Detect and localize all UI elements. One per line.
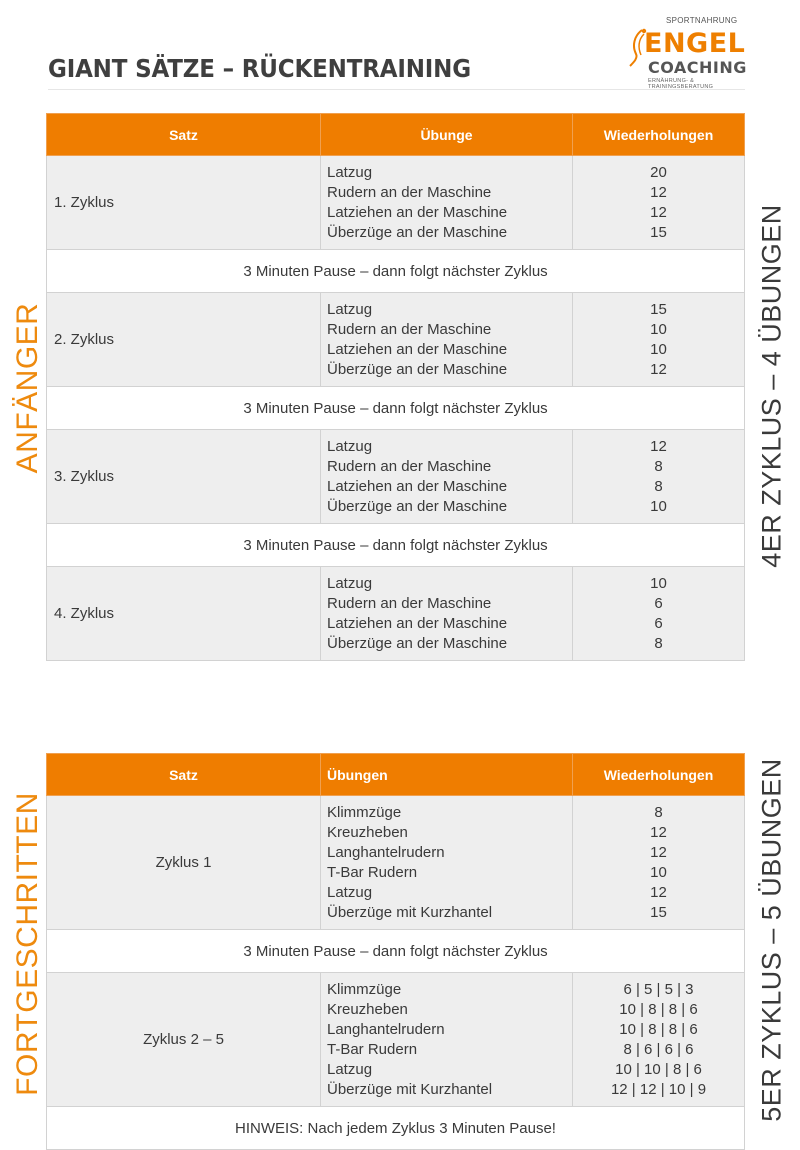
- reps-list: [573, 430, 745, 524]
- reps-value: 15: [650, 224, 667, 241]
- reps-value: 6: [654, 615, 663, 632]
- table-header-row: [47, 754, 745, 796]
- exercise-name: T-Bar Rudern: [327, 864, 418, 881]
- exercise-name: Rudern an der Maschine: [327, 595, 492, 612]
- reps-value: 15: [650, 904, 667, 921]
- cycle-name: 4. Zyklus: [47, 567, 321, 661]
- reps-value: 12: [650, 361, 667, 378]
- exercise-name: Latzug: [327, 575, 373, 592]
- advanced-table: [46, 753, 745, 1150]
- reps-list: [573, 796, 745, 930]
- exercise-name: Langhantelrudern: [327, 1021, 445, 1038]
- reps-list: [573, 156, 745, 250]
- exercise-name: Latziehen an der Maschine: [327, 204, 508, 221]
- reps-value: 10: [650, 341, 667, 358]
- table-row: [47, 567, 745, 661]
- logo-tagline: ERNÄHRUNG- & TRAININGSBERATUNG: [648, 78, 714, 90]
- pause-text: 3 Minuten Pause – dann folgt nächster Zyklus: [47, 524, 745, 567]
- reps-value: 12: [650, 844, 667, 861]
- exercise-name: Latzug: [327, 301, 373, 318]
- table-row: [47, 156, 745, 250]
- exercise-name: Klimmzüge: [327, 804, 402, 821]
- header-wiederholungen: Wiederholungen: [573, 114, 745, 156]
- exercise-name: Langhantelrudern: [327, 844, 445, 861]
- exercise-name: Überzüge an der Maschine: [327, 224, 508, 241]
- reps-value: 8: [654, 478, 663, 495]
- reps-value: 12: [650, 824, 667, 841]
- cycle-name: 1. Zyklus: [47, 156, 321, 250]
- exercise-name: Latzug: [327, 1061, 373, 1078]
- exercise-list: [321, 293, 573, 387]
- exercise-name: Überzüge an der Maschine: [327, 498, 508, 515]
- exercise-name: Kreuzheben: [327, 824, 408, 841]
- pause-text: 3 Minuten Pause – dann folgt nächster Zyklus: [47, 930, 745, 973]
- exercise-name: T-Bar Rudern: [327, 1041, 418, 1058]
- header-satz: Satz: [47, 114, 321, 156]
- exercise-name: Rudern an der Maschine: [327, 458, 492, 475]
- reps-list: [573, 973, 745, 1107]
- reps-value: 15: [650, 301, 667, 318]
- reps-value: 8: [654, 458, 663, 475]
- exercise-name: Rudern an der Maschine: [327, 321, 492, 338]
- reps-value: 20: [650, 164, 667, 181]
- note-text: HINWEIS: Nach jedem Zyklus 3 Minuten Pause!: [47, 1107, 745, 1150]
- exercise-name: Rudern an der Maschine: [327, 184, 492, 201]
- exercise-list: [321, 567, 573, 661]
- note-row: [47, 1107, 745, 1150]
- table-header-row: [47, 114, 745, 156]
- table-row: [47, 796, 745, 930]
- exercise-name: Latzug: [327, 164, 373, 181]
- reps-value: 10: [650, 864, 667, 881]
- exercise-name: Überzüge mit Kurzhantel: [327, 904, 493, 921]
- pause-text: 3 Minuten Pause – dann folgt nächster Zyklus: [47, 387, 745, 430]
- exercise-list: [321, 796, 573, 930]
- header-satz: Satz: [47, 754, 321, 796]
- exercise-name: Überzüge an der Maschine: [327, 361, 508, 378]
- pause-row: [47, 387, 745, 430]
- exercise-name: Latziehen an der Maschine: [327, 478, 508, 495]
- exercise-name: Kreuzheben: [327, 1001, 408, 1018]
- header-uebung: Übunge: [321, 114, 573, 156]
- pause-row: [47, 930, 745, 973]
- header-wiederholungen: Wiederholungen: [573, 754, 745, 796]
- exercise-list: [321, 973, 573, 1107]
- reps-value: 12 | 12 | 10 | 9: [610, 1081, 707, 1098]
- exercise-name: Latzug: [327, 884, 373, 901]
- table-row: [47, 293, 745, 387]
- exercise-name: Latziehen an der Maschine: [327, 341, 508, 358]
- exercise-name: Klimmzüge: [327, 981, 402, 998]
- cycle-name: Zyklus 1: [47, 796, 321, 930]
- table-row: [47, 430, 745, 524]
- reps-value: 6 | 5 | 5 | 3: [623, 981, 694, 998]
- pause-row: [47, 250, 745, 293]
- cycle-name: 2. Zyklus: [47, 293, 321, 387]
- logo-top-text: SPORTNAHRUNG: [666, 16, 738, 25]
- exercise-name: Überzüge an der Maschine: [327, 635, 508, 652]
- exercise-list: [321, 430, 573, 524]
- pause-text: 3 Minuten Pause – dann folgt nächster Zyklus: [47, 250, 745, 293]
- reps-value: 12: [650, 884, 667, 901]
- reps-value: 8: [654, 635, 663, 652]
- logo-sub-text: COACHING: [648, 58, 747, 77]
- logo-main-text: ENGEL: [644, 28, 746, 59]
- reps-list: [573, 567, 745, 661]
- page-title: GIANT SÄTZE – RÜCKENTRAINING: [48, 54, 471, 83]
- reps-value: 6: [654, 595, 663, 612]
- reps-value: 10: [650, 321, 667, 338]
- reps-value: 10: [650, 575, 667, 592]
- exercise-name: Latziehen an der Maschine: [327, 615, 508, 632]
- table-row: [47, 973, 745, 1107]
- exercise-name: Überzüge mit Kurzhantel: [327, 1081, 493, 1098]
- beginner-table: [46, 113, 745, 661]
- header-uebungen: Übungen: [321, 754, 573, 796]
- reps-value: 12: [650, 204, 667, 221]
- reps-value: 12: [650, 438, 667, 455]
- engel-coaching-logo: [628, 14, 750, 88]
- reps-value: 8: [654, 804, 663, 821]
- reps-value: 10 | 8 | 8 | 6: [619, 1001, 698, 1018]
- pause-row: [47, 524, 745, 567]
- reps-value: 10 | 8 | 8 | 6: [619, 1021, 698, 1038]
- cycle-name: Zyklus 2 – 5: [47, 973, 321, 1107]
- reps-value: 12: [650, 184, 667, 201]
- title-divider: [48, 89, 745, 90]
- reps-value: 10 | 10 | 8 | 6: [615, 1061, 702, 1078]
- exercise-list: [321, 156, 573, 250]
- reps-list: [573, 293, 745, 387]
- cycle-name: 3. Zyklus: [47, 430, 321, 524]
- exercise-name: Latzug: [327, 438, 373, 455]
- reps-value: 8 | 6 | 6 | 6: [623, 1041, 694, 1058]
- reps-value: 10: [650, 498, 667, 515]
